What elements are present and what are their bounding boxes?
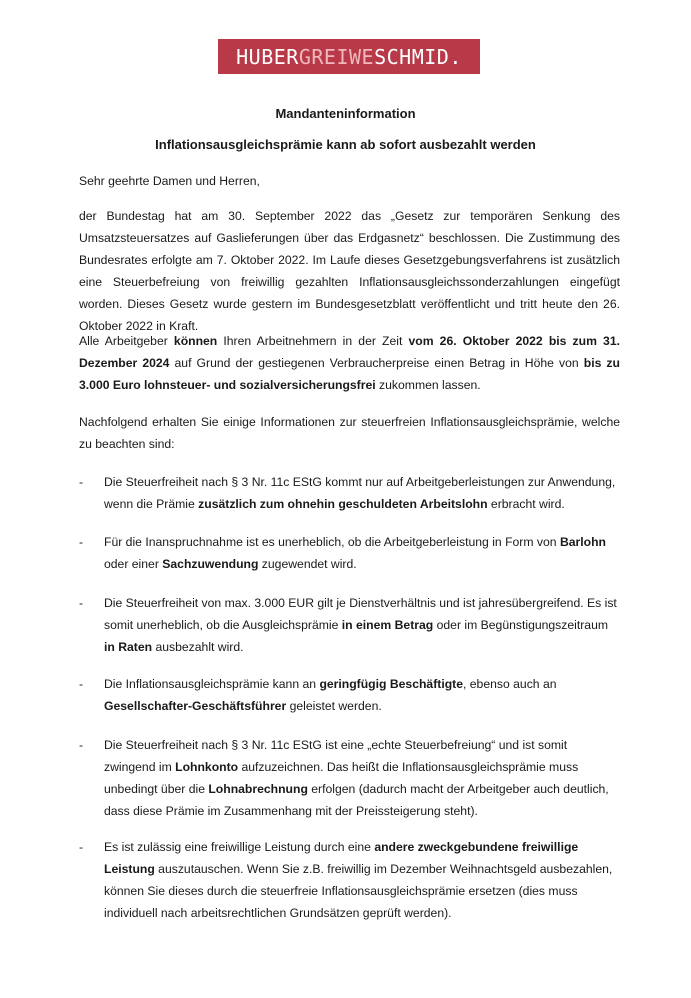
logo-part-schmid: SCHMID: [374, 44, 450, 69]
body-text: Die Steuerfreiheit von max. 3.000 EUR gilt je Dienstverhältnis und ist jahresübergreifend. Es ist somit unerheblich, ob die Ausgleichsprämie: [104, 596, 617, 632]
bullet-dash: -: [79, 738, 84, 752]
body-text: Die Steuerfreiheit nach § 3 Nr. 11c EStG kommt nur auf Arbeitgeberleistungen zur Anwendung, wenn die Prämie: [104, 475, 616, 511]
body-text: Ihren Arbeitnehmern in der Zeit: [217, 334, 409, 348]
body-text: auf Grund der gestiegenen Verbraucherpreise einen Betrag in Höhe von: [169, 356, 584, 370]
bullet-dash: -: [79, 840, 84, 854]
body-text: erbracht wird.: [487, 497, 565, 511]
body-text: oder im Begünstigungszeitraum: [433, 618, 609, 632]
emphasis-text: Lohnabrechnung: [208, 782, 308, 796]
body-text: oder einer: [104, 557, 163, 571]
body-text: Die Steuerfreiheit nach § 3 Nr. 11c EStG ist eine „echte Steuerbefreiung“ und ist somit zwingend im: [104, 738, 568, 774]
emphasis-text: können: [173, 334, 218, 348]
body-text: erfolgen (dadurch macht der Arbeitgeber auch deutlich, dass diese Prämie im Zusammenhang mit der Preissteigerung steht).: [104, 782, 609, 818]
salutation: Sehr geehrte Damen und Herren,: [79, 174, 260, 188]
body-text: Für die Inanspruchnahme ist es unerheblich, ob die Arbeitgeberleistung in Form von: [104, 535, 560, 549]
list-item-text: [104, 836, 620, 924]
emphasis-text: Barlohn: [559, 535, 606, 549]
body-text: aufzuzeichnen. Das heißt die Inflationsausgleichsprämie muss unbedingt über die: [104, 760, 579, 796]
logo-part-huber: HUBER: [236, 44, 299, 69]
body-text: Die Inflationsausgleichsprämie kann an: [104, 677, 320, 691]
bullet-dash: -: [79, 475, 84, 489]
emphasis-text: in einem Betrag: [341, 618, 434, 632]
emphasis-text: Sachzuwendung: [162, 557, 259, 571]
emphasis-text: in Raten: [104, 640, 153, 654]
bullet-dash: -: [79, 596, 84, 610]
emphasis-text: geringfügig Beschäftigte: [319, 677, 463, 691]
paragraph-intro: [79, 205, 620, 337]
document-subtitle: Inflationsausgleichsprämie kann ab sofort ausbezahlt werden: [155, 137, 536, 152]
logo-part-dot: .: [449, 44, 462, 69]
emphasis-text: andere zweckgebundene freiwillige Leistung: [104, 840, 579, 876]
paragraph-overview: [79, 411, 620, 455]
emphasis-text: Lohnkonto: [175, 760, 239, 774]
body-text: Alle Arbeitgeber: [79, 334, 174, 348]
body-text: Es ist zulässig eine freiwillige Leistung durch eine: [104, 840, 375, 854]
company-logo: [218, 39, 480, 74]
logo-part-greiwe: GREIWE: [298, 44, 375, 69]
body-text: geleistet werden.: [286, 699, 382, 713]
list-item-text: [104, 471, 620, 515]
body-text: zukommen lassen.: [375, 378, 481, 392]
emphasis-text: Gesellschafter-Geschäftsführer: [104, 699, 287, 713]
list-item-text: [104, 734, 620, 822]
bullet-dash: -: [79, 677, 84, 691]
list-item-text: [104, 673, 620, 717]
body-text: auszutauschen. Wenn Sie z.B. freiwillig im Dezember Weihnachtsgeld ausbezahlen, können Sie dieses durch die steuerfreie Inflationsausgleichsprämie ersetzen (dies muss individuell nach arbeitsrechtlichen Grundsätzen geprüft werden).: [104, 862, 613, 920]
bullet-dash: -: [79, 535, 84, 549]
body-text: , ebenso auch an: [463, 677, 557, 691]
document-title: Mandanteninformation: [275, 106, 416, 121]
emphasis-text: vom 26. Oktober 2022 bis zum 31. Dezember 2024: [79, 334, 621, 370]
list-item-text: [104, 531, 620, 575]
emphasis-text: zusätzlich zum ohnehin geschuldeten Arbeitslohn: [198, 497, 488, 511]
body-text: der Bundestag hat am 30. September 2022 das „Gesetz zur temporären Senkung des Umsatzsteuersatzes auf Gaslieferungen über das Erdgasnetz“ beschlossen. Die Zustimmung des Bundesrates erfolgte am 7. Oktober 2022. Im Laufe dieses Gesetzgebungsverfahrens ist zusätzlich eine Steuerbefreiung von freiwillig gezahlten Inflationsausgleichssonderzahlungen eingefügt worden. Dieses Gesetz wurde gestern im Bundesgesetzblatt veröffentlicht und tritt heute den 26. Oktober 2022 in Kraft.: [79, 209, 620, 333]
body-text: Nachfolgend erhalten Sie einige Informationen zur steuerfreien Inflationsausgleichsprämie, welche zu beachten sind:: [79, 415, 620, 451]
list-item-text: [104, 592, 620, 658]
paragraph-employers: [79, 330, 620, 396]
emphasis-text: bis zu 3.000 Euro lohnsteuer- und sozialversicherungsfrei: [79, 356, 620, 392]
body-text: zugewendet wird.: [258, 557, 357, 571]
body-text: ausbezahlt wird.: [152, 640, 244, 654]
